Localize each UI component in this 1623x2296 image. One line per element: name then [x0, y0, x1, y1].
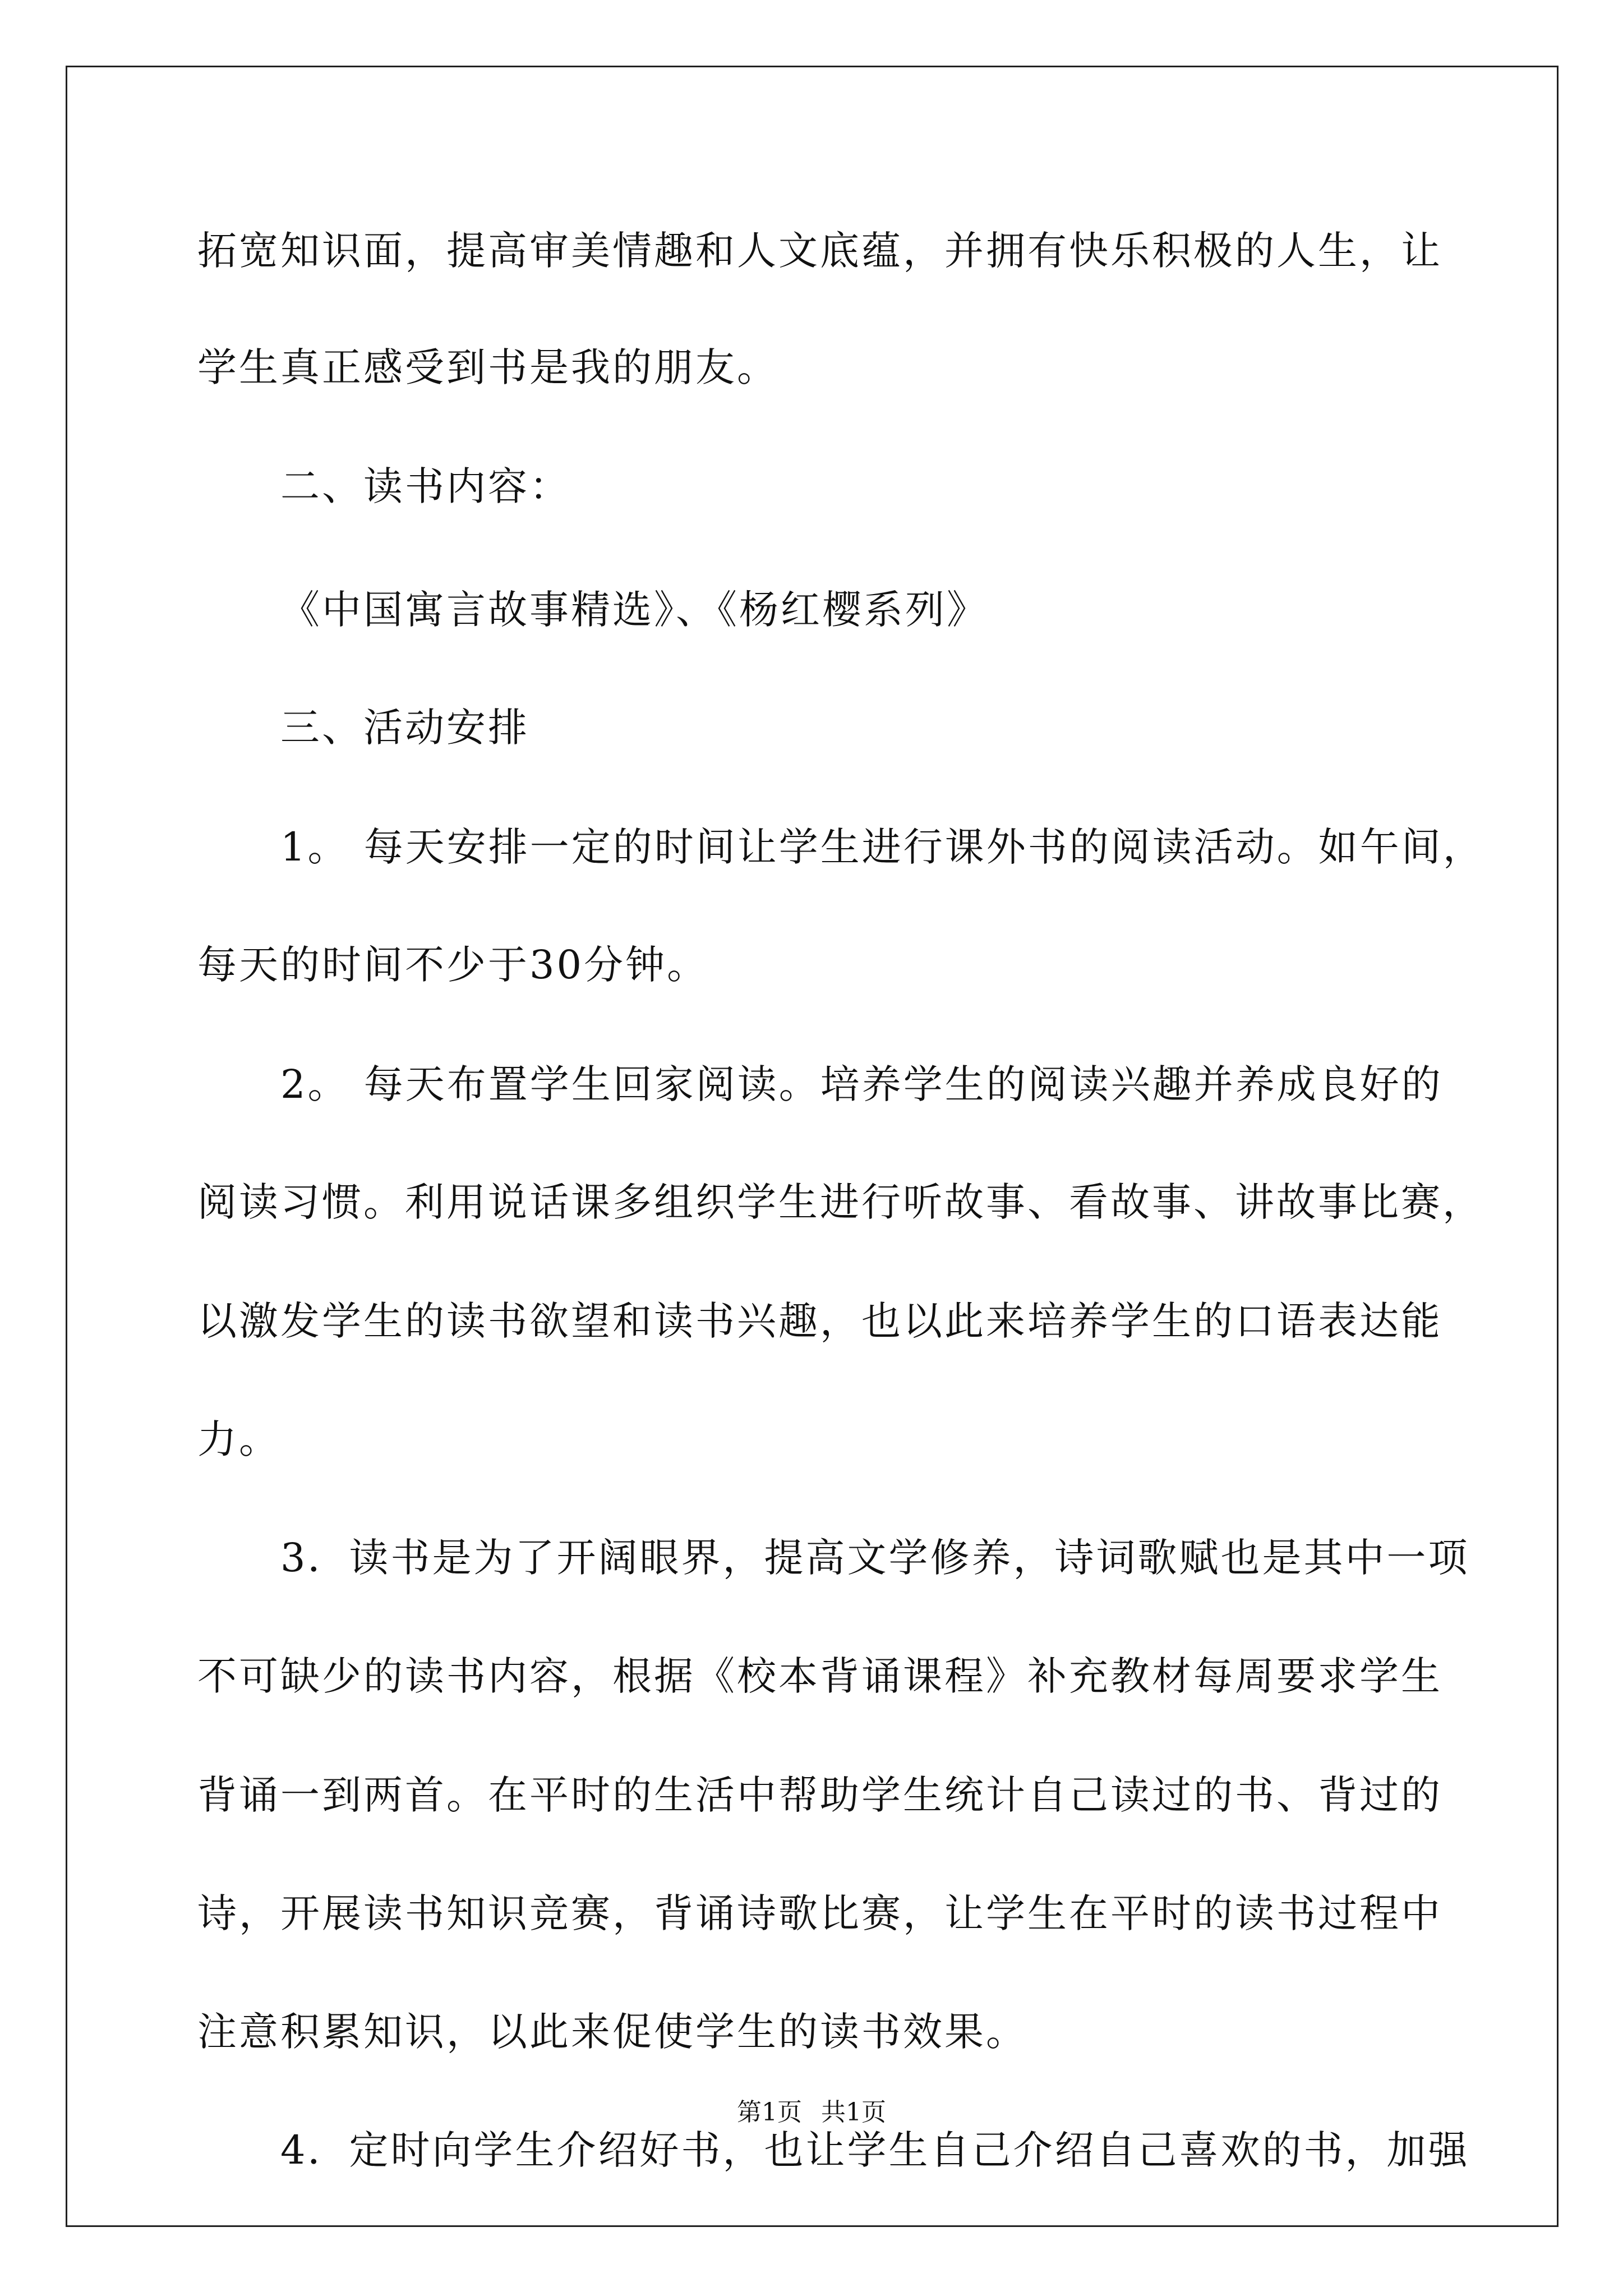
- paragraph-line: 阅读习惯。利用说话课多组织学生进行听故事、看故事、讲故事比赛，: [197, 1179, 1484, 1225]
- book-list: 《中国寓言故事精选》、《杨红樱系列》: [280, 587, 988, 633]
- paragraph-line: 不可缺少的读书内容，根据《校本背诵课程》补充教材每周要求学生: [197, 1653, 1442, 1699]
- paragraph-line: 以激发学生的读书欲望和读书兴趣，也以此来培养学生的口语表达能: [197, 1298, 1442, 1344]
- paragraph-line: 拓宽知识面，提高审美情趣和人文底蕴，并拥有快乐积极的人生，让: [197, 228, 1442, 274]
- paragraph-line: 4．定时向学生介绍好书，也让学生自己介绍自己喜欢的书，加强: [280, 2127, 1470, 2173]
- paragraph-line: 学生真正感受到书是我的朋友。: [197, 344, 778, 390]
- section-heading: 二、读书内容：: [280, 463, 571, 509]
- paragraph-line: 背诵一到两首。在平时的生活中帮助学生统计自己读过的书、背过的: [197, 1772, 1442, 1818]
- page-footer: [0, 2096, 1623, 2129]
- paragraph-line: 每天的时间不少于30分钟。: [197, 942, 709, 988]
- page-number: 第1页: [737, 2098, 802, 2127]
- section-heading: 三、活动安排: [280, 705, 529, 751]
- paragraph-line: 力。: [197, 1416, 280, 1462]
- paragraph-line: 诗，开展读书知识竞赛，背诵诗歌比赛，让学生在平时的读书过程中: [197, 1890, 1442, 1936]
- paragraph-line: 2。 每天布置学生回家阅读。培养学生的阅读兴趣并养成良好的: [280, 1061, 1443, 1107]
- page-total: 共1页: [821, 2098, 886, 2127]
- paragraph-line: 3．读书是为了开阔眼界，提高文学修养，诗词歌赋也是其中一项: [280, 1535, 1470, 1581]
- paragraph-line: 1。 每天安排一定的时间让学生进行课外书的阅读活动。如午间，: [280, 824, 1484, 870]
- paragraph-line: 注意积累知识，以此来促使学生的读书效果。: [197, 2009, 1027, 2055]
